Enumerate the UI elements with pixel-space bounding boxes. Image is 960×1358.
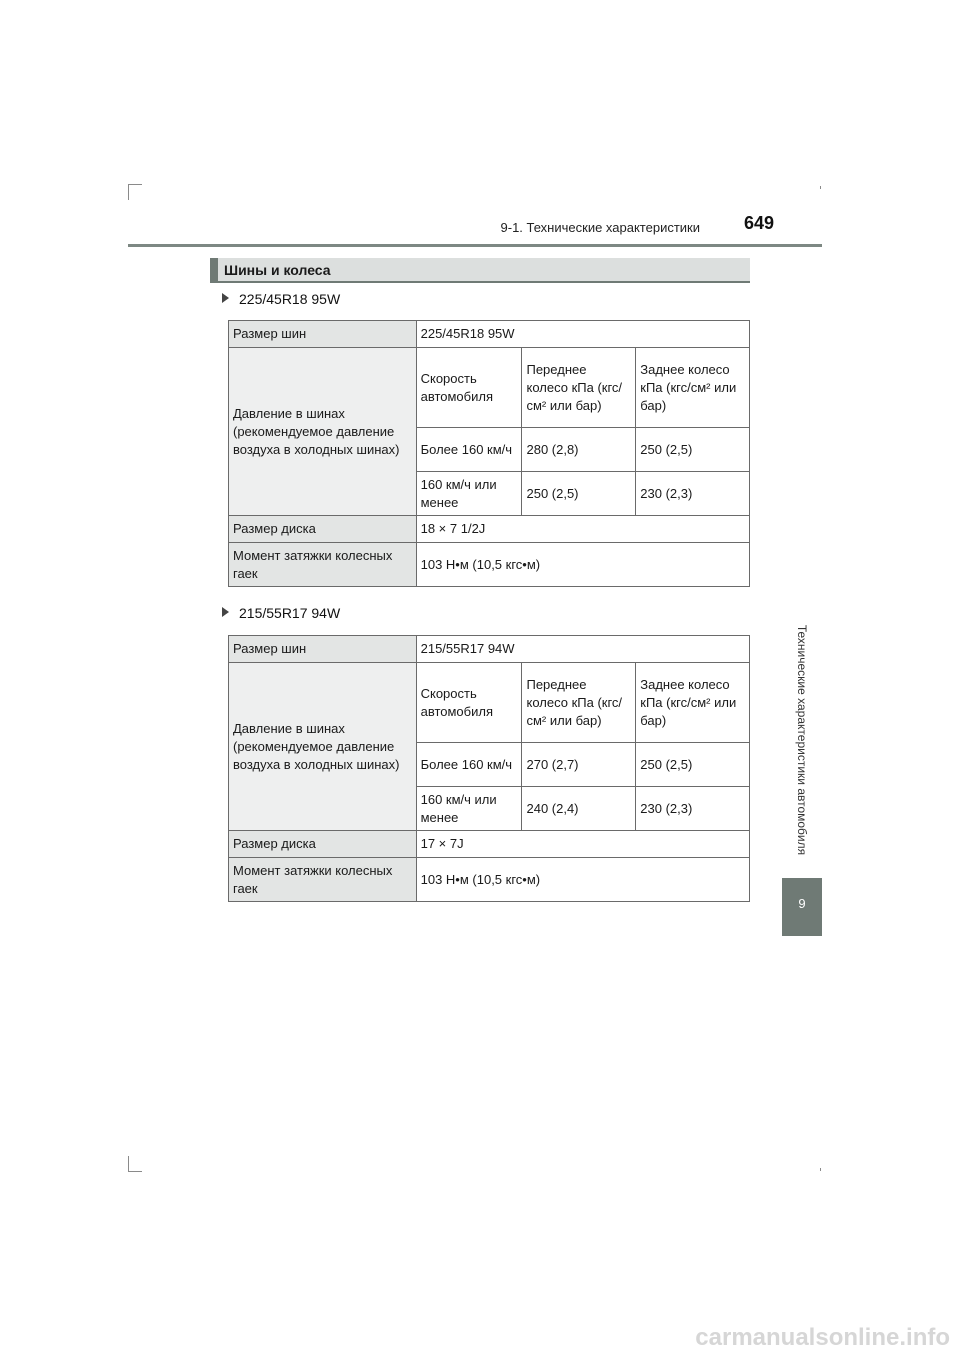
rear-pressure-value: 230 (2,3): [636, 472, 750, 516]
pressure-label: Давление в шинах (рекомендуемое давление воздуха в холодных шинах): [229, 663, 417, 831]
tire-variant-2: [222, 605, 340, 621]
tire-spec-table-1: [228, 320, 750, 587]
front-pressure-value: 270 (2,7): [522, 743, 636, 787]
speed-value: 160 км/ч или менее: [416, 787, 522, 831]
torque-value: 103 Н•м (10,5 кгс•м): [416, 543, 749, 587]
chapter-tab: [782, 878, 822, 936]
section-heading: [210, 258, 750, 283]
rear-pressure-value: 250 (2,5): [636, 428, 750, 472]
tire-size-label: Размер шин: [229, 636, 417, 663]
speed-value: Более 160 км/ч: [416, 428, 522, 472]
tire-size-value: 215/55R17 94W: [416, 636, 749, 663]
crop-mark-bottom-left-v: [128, 1156, 129, 1172]
speed-header: Скорость автомобиля: [416, 663, 522, 743]
wheel-size-value: 17 × 7J: [416, 831, 749, 858]
tire-spec-table-2: [228, 635, 750, 902]
torque-label: Момент затяжки колесных гаек: [229, 543, 417, 587]
page-number: 649: [744, 213, 775, 233]
tire-size-value: 225/45R18 95W: [416, 321, 749, 348]
table-row: [229, 858, 750, 902]
tire-variant-1: [222, 291, 340, 307]
torque-label: Момент затяжки колесных гаек: [229, 858, 417, 902]
rear-wheel-header: Заднее колесо кПа (кгс/см² или бар): [636, 348, 750, 428]
wheel-size-label: Размер диска: [229, 831, 417, 858]
chapter-number: 9: [798, 896, 806, 911]
torque-value: 103 Н•м (10,5 кгс•м): [416, 858, 749, 902]
front-pressure-value: 280 (2,8): [522, 428, 636, 472]
heading-accent-bar: [210, 258, 218, 281]
table-row: [229, 516, 750, 543]
chapter-side-label: Технические характеристики автомобиля: [795, 624, 809, 856]
table-row: [229, 663, 750, 743]
table-row: [229, 543, 750, 587]
table-row: [229, 321, 750, 348]
table-row: [229, 348, 750, 428]
rear-pressure-value: 230 (2,3): [636, 787, 750, 831]
front-pressure-value: 250 (2,5): [522, 472, 636, 516]
header-rule: [128, 244, 822, 247]
speed-value: 160 км/ч или менее: [416, 472, 522, 516]
table-row: [229, 831, 750, 858]
pressure-label: Давление в шинах (рекомендуемое давление воздуха в холодных шинах): [229, 348, 417, 516]
speed-value: Более 160 км/ч: [416, 743, 522, 787]
watermark: carmanualsonline.info: [695, 1324, 950, 1351]
section-heading-label: Шины и колеса: [224, 262, 331, 278]
front-wheel-header: Переднее колесо кПа (кгс/см² или бар): [522, 348, 636, 428]
crop-mark-top-left-h: [128, 184, 142, 185]
wheel-size-label: Размер диска: [229, 516, 417, 543]
crop-mark-top-right: [820, 186, 821, 189]
triangle-bullet-icon: [222, 607, 229, 617]
speed-header: Скорость автомобиля: [416, 348, 522, 428]
wheel-size-value: 18 × 7 1/2J: [416, 516, 749, 543]
tire-variant-1-label: 225/45R18 95W: [239, 291, 341, 307]
tire-variant-2-label: 215/55R17 94W: [239, 605, 341, 621]
front-wheel-header: Переднее колесо кПа (кгс/см² или бар): [522, 663, 636, 743]
section-title: 9-1. Технические характеристики: [500, 220, 700, 235]
tire-size-label: Размер шин: [229, 321, 417, 348]
table-row: [229, 636, 750, 663]
crop-mark-bottom-left-h: [128, 1171, 142, 1172]
front-pressure-value: 240 (2,4): [522, 787, 636, 831]
rear-pressure-value: 250 (2,5): [636, 743, 750, 787]
rear-wheel-header: Заднее колесо кПа (кгс/см² или бар): [636, 663, 750, 743]
crop-mark-top-left-v: [128, 184, 129, 200]
triangle-bullet-icon: [222, 293, 229, 303]
crop-mark-bottom-right: [820, 1168, 821, 1171]
chapter-side-text: [782, 610, 822, 870]
